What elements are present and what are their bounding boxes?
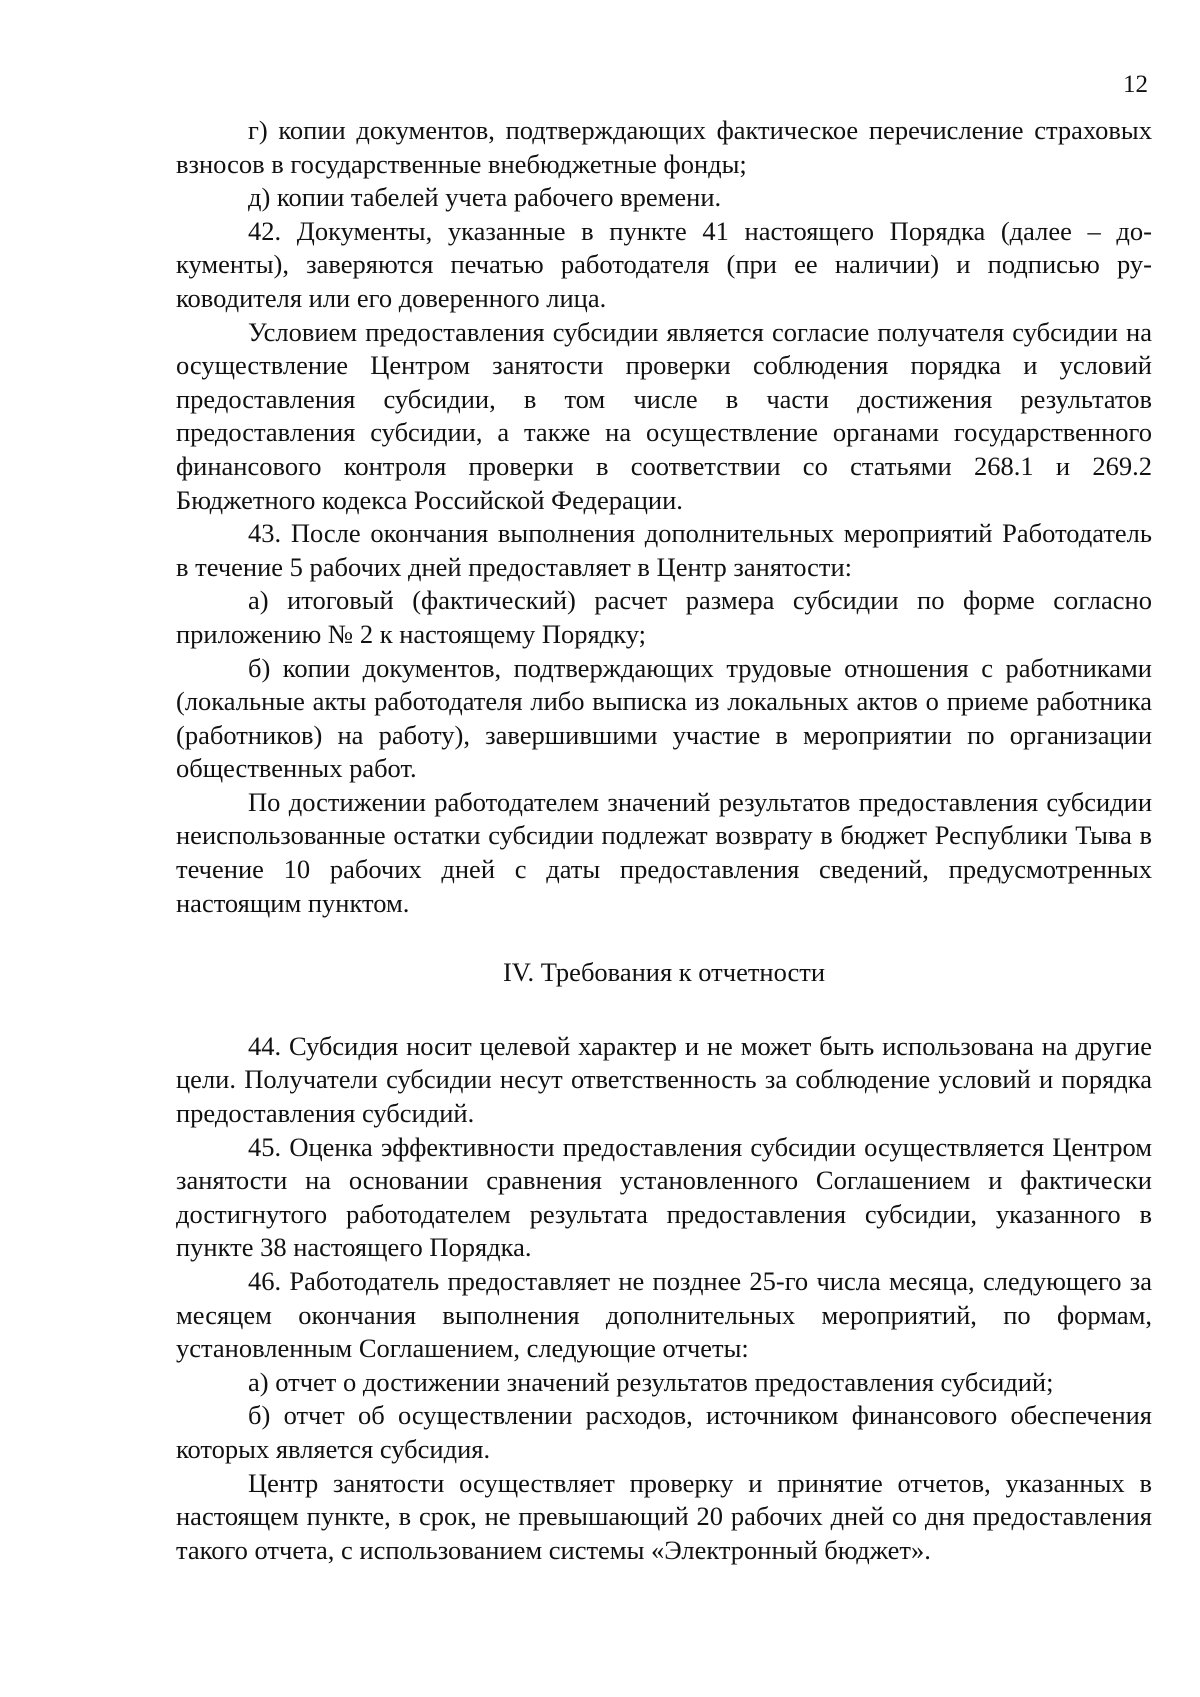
paragraph-unused-balance-return: По достижении работодателем значений результатов предоставления субсидии неиспользованные остатки субсидии подлежат возврату в бюджет Республики Тыва в течение 10 рабочих дней с даты предоставления сведений, предусмотренных настоящим пунктом. (176, 786, 1152, 918)
paragraph-44-targeted-nature: 44. Субсидия носит целевой характер и не может быть использована на другие цели. Получатели субсидии несут ответственность за соблюдение условий и порядка предоставления субсидий. (176, 1030, 1152, 1129)
page-number: 12 (1123, 71, 1148, 98)
paragraph-42-documents: 42. Документы, указанные в пункте 41 настоящего Порядка (далее – документы), заверяются печатью работодателя (при ее наличии) и подписью руководителя или его доверенного лица. (176, 215, 1152, 313)
paragraph-b-expenses-report: б) отчет об осуществлении расходов, источником финансового обеспечения которых является субсидия. (176, 1400, 1152, 1464)
paragraph-45-effectiveness: 45. Оценка эффективности предоставления субсидии осуществляется Центром занятости на основании сравнения установленного Соглашением и фактически достигнутого работодателем результата предоставления субсидии, указанного в пункте 38 настоящего Порядка. (176, 1131, 1152, 1263)
paragraph-g-copies-insurance: г) копии документов, подтверждающих фактическое перечисление страховых взносов в государственные внебюджетные фонды; (176, 115, 1152, 179)
paragraph-d-timesheets: д) копии табелей учета рабочего времени. (248, 182, 722, 213)
document-body (176, 114, 1152, 1567)
paragraph-b-labor-documents: б) копии документов, подтверждающих трудовые отношения с работниками (локальные акты работодателя либо выписка из локальных актов о приеме работника (работников) на работу), завершившими участие в мероприятии по организации общественных работ. (176, 652, 1152, 784)
paragraph-43-after-completion: 43. После окончания выполнения дополнительных мероприятий Работодатель в течение 5 рабочих дней предоставляет в Центр занятости: (176, 518, 1152, 582)
paragraph-report-check: Центр занятости осуществляет проверку и принятие отчетов, указанных в настоящем пункте, в срок, не превышающий 20 рабочих дней со дня предоставления такого отчета, с использованием системы «Электронный бюджет». (176, 1467, 1152, 1565)
section-title: IV. Требования к отчетности (502, 957, 826, 988)
paragraph-subsidy-condition: Условием предоставления субсидии является согласие получателя субсидии на осуществление Центром занятости проверки соблюдения порядка и условий предоставления субсидии, в том числе в части достижения результатов предоставления субсидии, а также на осуществление органами государственного финансового контроля проверки в соответствии со статьями 268.1 и 269.2 Бюджетного кодекса Российской Федерации. (176, 316, 1152, 515)
paragraph-a-final-calculation: а) итоговый (фактический) расчет размера субсидии по форме согласно приложению № 2 к настоящему Порядку; (176, 585, 1152, 649)
paragraph-a-results-report: а) отчет о достижении значений результатов предоставления субсидий; (248, 1366, 1054, 1397)
paragraph-46-reports: 46. Работодатель предоставляет не позднее 25-го числа месяца, следующего за месяцем окончания выполнения дополнительных мероприятий, по формам, установленным Соглашением, следующие отчеты: (176, 1266, 1152, 1364)
